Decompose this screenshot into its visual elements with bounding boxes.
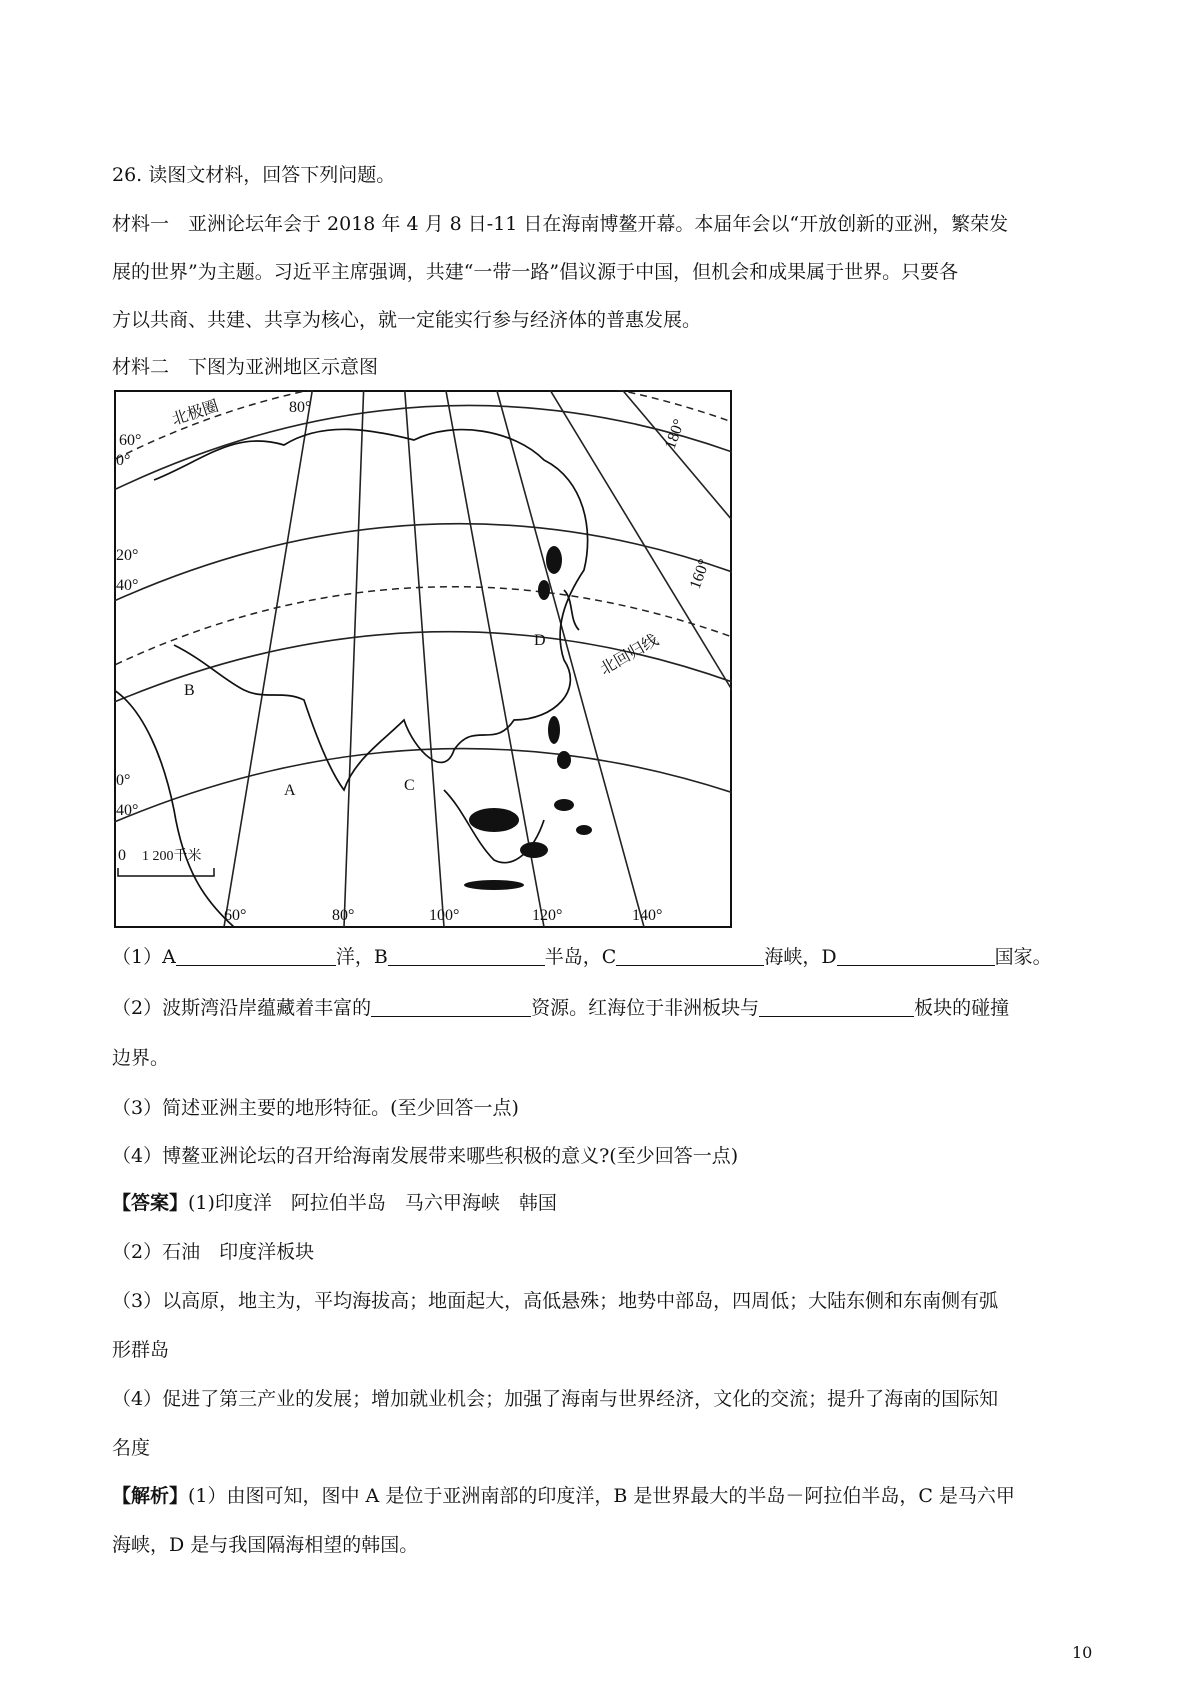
label-C: C — [404, 777, 415, 794]
analysis-line-2: 海峡，D 是与我国隔海相望的韩国。 — [112, 1534, 419, 1556]
q2-line — [112, 993, 1009, 1020]
label-A: A — [284, 782, 296, 799]
answer-label: 【答案】 — [112, 1192, 189, 1214]
label-tropic: 北回归线 — [597, 631, 662, 679]
analysis-label: 【解析】 — [112, 1485, 189, 1507]
page-number: 10 — [1072, 1643, 1093, 1662]
label-lon140: 140° — [632, 907, 663, 924]
answer-3-line-2: 形群岛 — [112, 1339, 170, 1361]
asia-map — [114, 390, 732, 928]
label-lat80-left: 0° — [116, 452, 131, 469]
label-lon120: 120° — [532, 907, 563, 924]
q2-blank-resource[interactable] — [371, 998, 531, 1017]
q1-prefix: （1）A — [112, 946, 176, 968]
scale-zero: 0 — [118, 847, 126, 864]
answer-2: （2）石油 印度洋板块 — [112, 1241, 315, 1263]
q1-blank-d[interactable] — [837, 947, 995, 966]
label-lon180: 180° — [661, 416, 689, 452]
label-lon100: 100° — [429, 907, 460, 924]
label-lon60: 60° — [224, 907, 247, 924]
material-one-line-1: 材料一 亚洲论坛年会于 2018 年 4 月 8 日-11 日在海南博鳌开幕。本届年会以“开放创新的亚洲，繁荣发 — [112, 213, 1009, 235]
q1-country: 国家。 — [994, 946, 1052, 968]
label-lat40-left: 40° — [116, 577, 139, 594]
answer-4-line-2: 名度 — [112, 1437, 151, 1459]
material-one-line-2: 展的世界”为主题。习近平主席强调，共建“一带一路”倡议源于中国，但机会和成果属于世界。只要各 — [112, 261, 959, 283]
q2-mid: 资源。红海位于非洲板块与 — [531, 997, 760, 1019]
q1-blank-a[interactable] — [176, 947, 336, 966]
q3-text: （3）简述亚洲主要的地形特征。(至少回答一点) — [112, 1097, 519, 1119]
q1-blank-c[interactable] — [616, 947, 764, 966]
q1-peninsula: 半岛，C — [544, 946, 617, 968]
q1-line — [112, 942, 1052, 969]
label-B: B — [184, 682, 195, 699]
label-lon160: 160° — [686, 556, 714, 592]
q2-line-2: 边界。 — [112, 1047, 170, 1069]
q1-strait: 海峡，D — [764, 946, 837, 968]
analysis-text-1: (1）由图可知，图中 A 是位于亚洲南部的印度洋，B 是世界最大的半岛－阿拉伯半岛，C 是马六甲 — [188, 1485, 1015, 1507]
answer-1: (1)印度洋 阿拉伯半岛 马六甲海峡 韩国 — [188, 1192, 557, 1214]
question-title: 26. 读图文材料，回答下列问题。 — [112, 164, 396, 186]
material-one-line-3: 方以共商、共建、共享为核心，就一定能实行参与经济体的普惠发展。 — [112, 309, 702, 331]
analysis-line-1 — [112, 1481, 1015, 1508]
label-arctic-circle: 北极圈 — [169, 397, 221, 429]
label-lat60: 60° — [119, 432, 142, 449]
q1-blank-b[interactable] — [388, 947, 545, 966]
label-lon80: 80° — [332, 907, 355, 924]
q2-suffix: 板块的碰撞 — [914, 997, 1010, 1019]
material-two-caption: 材料二 下图为亚洲地区示意图 — [112, 356, 379, 378]
q1-ocean: 洋，B — [335, 946, 388, 968]
label-lat40b: 40° — [116, 802, 139, 819]
label-D: D — [534, 632, 546, 649]
scale-label: 1 200千米 — [142, 849, 202, 864]
label-lat0: 0° — [116, 772, 131, 789]
q4-text: （4）博鳌亚洲论坛的召开给海南发展带来哪些积极的意义?(至少回答一点) — [112, 1145, 739, 1167]
answer-4-line-1: （4）促进了第三产业的发展；增加就业机会；加强了海南与世界经济，文化的交流；提升了海南的国际知 — [112, 1388, 999, 1410]
answer-3-line-1: （3）以高原，地主为，平均海拔高；地面起大，高低悬殊；地势中部岛，四周低；大陆东侧和东南侧有弧 — [112, 1290, 999, 1312]
label-lat20: 20° — [116, 547, 139, 564]
answer-line-1 — [112, 1188, 557, 1215]
q2-blank-plate[interactable] — [759, 998, 914, 1017]
q2-prefix: （2）波斯湾沿岸蕴藏着丰富的 — [112, 997, 372, 1019]
label-lat80: 80° — [289, 399, 312, 416]
